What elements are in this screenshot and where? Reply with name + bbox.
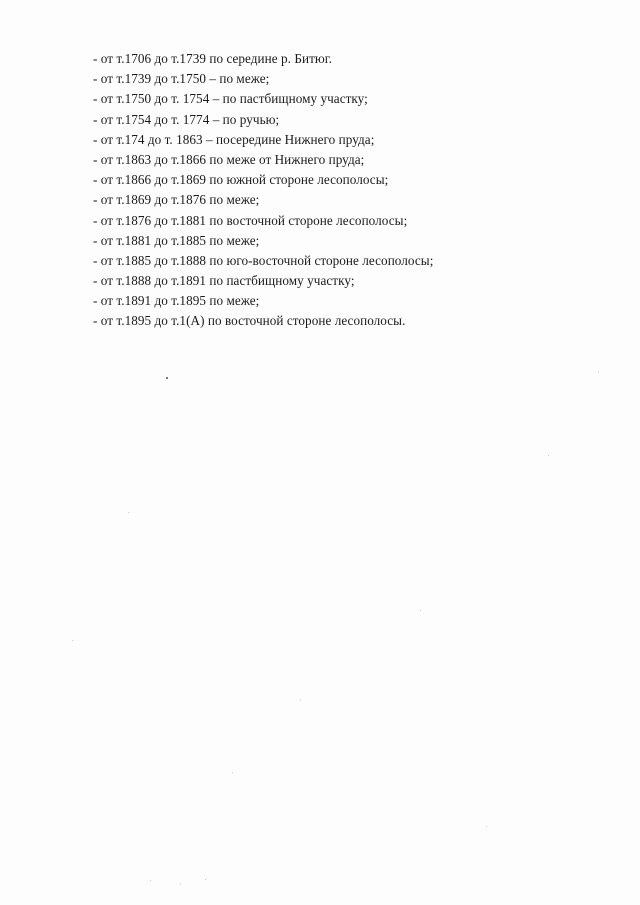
- list-item: - от т.1885 до т.1888 по юго-восточной стороне лесополосы;: [93, 252, 434, 268]
- scan-speck: [150, 880, 151, 881]
- list-item: - от т.1754 до т. 1774 – по ручью;: [93, 111, 280, 127]
- list-item: - от т.1739 до т.1750 – по меже;: [93, 71, 270, 87]
- scan-speck: [300, 700, 301, 701]
- scan-speck: [420, 610, 421, 611]
- scan-speck: [232, 772, 233, 773]
- scan-speck: [72, 640, 73, 641]
- scan-speck: [598, 372, 599, 373]
- list-item: - от т.1881 до т.1885 по меже;: [93, 232, 260, 248]
- scan-speck: [180, 884, 181, 885]
- list-item: - от т.1895 до т.1(А) по восточной стороне лесополосы.: [93, 313, 406, 329]
- scan-speck: [128, 512, 129, 513]
- boundary-description-list: [93, 49, 433, 332]
- list-item: - от т.1876 до т.1881 по восточной стороне лесополосы;: [93, 212, 408, 228]
- scan-speck: [486, 826, 487, 827]
- scan-speck: [166, 377, 168, 379]
- list-item: - от т.1869 до т.1876 по меже;: [93, 192, 260, 208]
- list-item: - от т.1750 до т. 1754 – по пастбищному участку;: [93, 91, 368, 107]
- list-item: - от т.174 до т. 1863 – посередине Нижнего пруда;: [93, 131, 375, 147]
- scan-speck: [205, 879, 206, 880]
- list-item: - от т.1866 до т.1869 по южной стороне лесополосы;: [93, 172, 389, 188]
- list-item: - от т.1706 до т.1739 по середине р. Битюг.: [93, 51, 333, 66]
- list-item: - от т.1888 до т.1891 по пастбищному участку;: [93, 273, 355, 289]
- scan-speck: [548, 455, 549, 456]
- list-item: - от т.1891 до т.1895 по меже;: [93, 293, 260, 309]
- list-item: - от т.1863 до т.1866 по меже от Нижнего пруда;: [93, 151, 365, 167]
